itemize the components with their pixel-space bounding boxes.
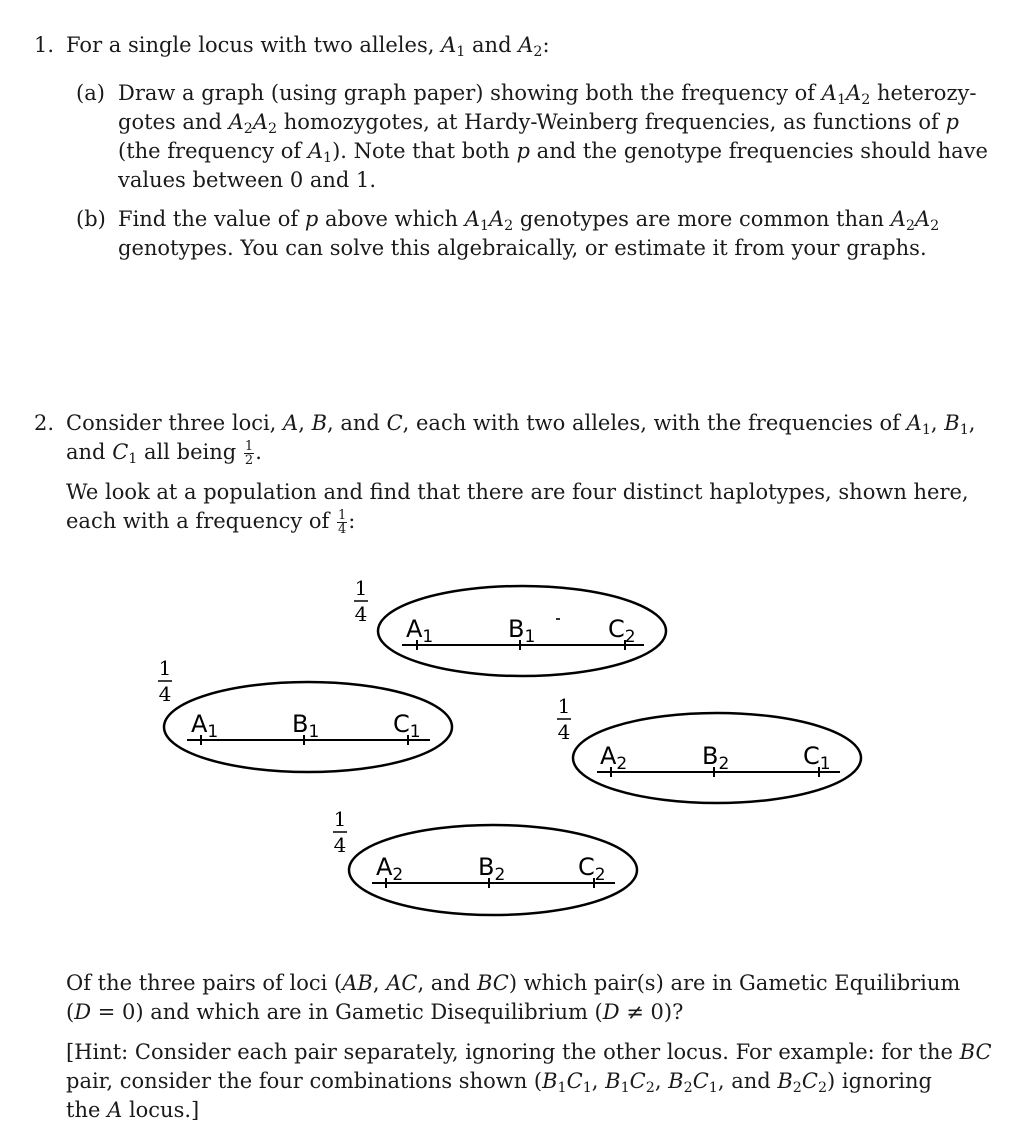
allele-label: $B_1$ [508,615,536,647]
haplotype-frequency-label [333,807,347,857]
question-1-intro: For a single locus with two alleles, $A_1$ and $A_2$: [66,33,550,60]
part-a-line-1: Draw a graph (using graph paper) showing both the frequency of $A_1A_2$ heterozy- [118,81,977,108]
haplotype-frequency-label [557,694,571,744]
part-a-line-3: (the frequency of $A_1$). Note that both p and the genotype frequencies should have [118,139,988,166]
svg-text:1: 1 [333,807,347,831]
question-2-prompt-line-2: (D = 0) and which are in Gametic Disequilibrium (D ≠ 0)? [66,1000,684,1024]
svg-text:1: 1 [557,694,571,718]
svg-text:4: 4 [158,682,172,706]
part-b-line-1: Find the value of p above which $A_1A_2$ genotypes are more common than $A_2A_2$ [118,207,940,234]
allele-label: $C_1$ [803,742,831,774]
allele-label: $C_1$ [393,710,421,742]
allele-label: $C_2$ [608,615,636,647]
part-a-line-2: gotes and $A_2A_2$ homozygotes, at Hardy-Weinberg frequencies, as functions of p [118,110,959,137]
hint-line-3: the A locus.] [66,1098,200,1122]
allele-label: $A_1$ [191,710,219,742]
haplotype-a2-b2-c2 [333,807,637,915]
allele-label: $A_1$ [406,615,434,647]
part-b-label: (b) [76,207,106,231]
question-1-number: 1. [34,33,55,57]
part-b-line-2: genotypes. You can solve this algebraically, or estimate it from your graphs. [118,236,927,260]
svg-text:1: 1 [354,576,368,600]
svg-text:4: 4 [354,602,368,626]
haplotype-a1-b1-c1 [158,656,452,772]
question-2-line-1: Consider three loci, A, B, and C, each with two alleles, with the frequencies of $A_1$, $B_1$, [66,411,976,438]
allele-label: $A_2$ [376,853,404,885]
allele-label: $A_2$ [600,742,628,774]
haplotype-a1-b1-c2 [354,576,666,676]
question-2-paragraph-line-1: We look at a population and find that there are four distinct haplotypes, shown here, [66,480,969,504]
hint-line-2: pair, consider the four combinations shown ($B_1C_1$, $B_1C_2$, $B_2C_1$, and $B_2C_2$) ignoring [66,1069,932,1096]
haplotype-diagram [0,570,1019,930]
svg-text:1: 1 [158,656,172,680]
haplotype-frequency-label [354,576,368,626]
allele-label: $B_2$ [702,742,730,774]
allele-label: $B_1$ [292,710,320,742]
allele-label: $C_2$ [578,853,606,885]
haplotype-a2-b2-c1 [557,694,861,803]
part-a-line-4: values between 0 and 1. [118,168,377,192]
question-2-paragraph-line-2: each with a frequency of $\frac{1}{4}$ : [66,508,356,538]
allele-label: $B_2$ [478,853,506,885]
question-2-line-2: and $C_1$ all being $\frac{1}{2}$ . [66,439,262,469]
hint-line-1: [Hint: Consider each pair separately, ignoring the other locus. For example: for the BC [66,1040,992,1064]
svg-text:4: 4 [333,833,347,857]
question-2-prompt-line-1: Of the three pairs of loci (AB, AC, and BC) which pair(s) are in Gametic Equilibrium [66,971,961,995]
question-2-number: 2. [34,411,55,435]
svg-text:4: 4 [557,720,571,744]
part-a-label: (a) [76,81,105,105]
haplotype-frequency-label [158,656,172,706]
